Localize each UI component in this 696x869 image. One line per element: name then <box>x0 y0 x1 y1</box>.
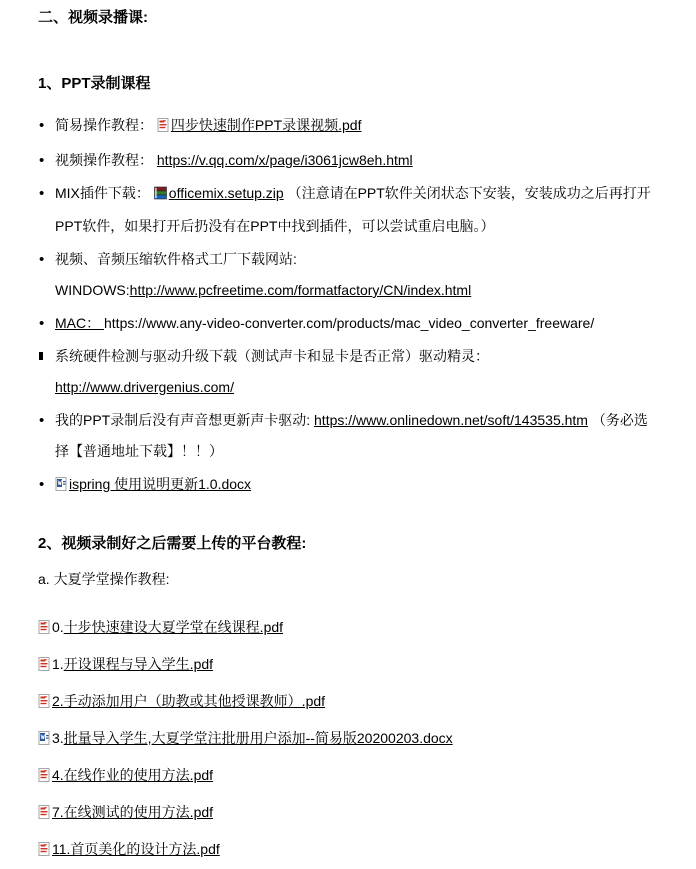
pdf-file-icon <box>38 686 50 721</box>
file-attachment-row <box>38 684 654 721</box>
pdf-file-icon <box>38 649 50 684</box>
list-item <box>55 405 654 467</box>
file-link[interactable]: 2.手动添加用户（助教或其他授课教师）.pdf <box>52 693 326 709</box>
file-link[interactable]: ispring 使用说明更新1.0.docx <box>69 476 252 492</box>
file-link[interactable]: MAC： <box>55 315 104 331</box>
pdf-file-icon <box>157 112 169 143</box>
text-run: （务必选择【普通地址下载】！！） <box>55 412 648 459</box>
file-link[interactable]: http://www.drivergenius.com/ <box>55 379 234 395</box>
list-item <box>55 244 654 306</box>
file-link[interactable]: https://v.qq.com/x/page/i3061jcw8eh.html <box>156 152 413 168</box>
section-2-heading: 2、视频录制好之后需要上传的平台教程: <box>38 535 307 552</box>
file-link[interactable]: 四步快速制作PPT录课视频.pdf <box>170 117 362 133</box>
list-item <box>55 341 654 403</box>
file-number-prefix: 3. <box>52 730 64 746</box>
file-link[interactable]: 十步快速建设大夏学堂在线课程.pdf <box>63 619 284 635</box>
list-item <box>55 110 654 143</box>
pdf-file-icon <box>38 834 50 869</box>
text-run: 系统硬件检测与驱动升级下载（测试声卡和显卡是否正常）驱动精灵： <box>55 348 489 364</box>
dot-bullet-marker <box>39 308 53 339</box>
file-attachment-row <box>38 721 654 758</box>
section-1-heading: 1、PPT录制课程 <box>38 75 151 92</box>
platform-file-list <box>38 610 654 869</box>
text-run: WINDOWS: <box>55 282 130 298</box>
file-link[interactable]: 4.在线作业的使用方法.pdf <box>52 767 214 783</box>
file-link[interactable]: 批量导入学生,大夏学堂注批册用户添加--简易版20200203.docx <box>63 730 453 746</box>
dot-bullet-marker <box>39 178 53 209</box>
file-link[interactable]: officemix.setup.zip <box>168 185 284 201</box>
word-file-icon <box>55 471 67 502</box>
page-title: 二、视频录播课: <box>38 9 148 26</box>
ppt-course-list <box>38 110 654 502</box>
dot-bullet-marker <box>39 244 53 275</box>
text-run: 视频、音频压缩软件格式工厂下载网站: <box>55 251 297 267</box>
file-attachment-row <box>38 647 654 684</box>
file-link[interactable]: 开设课程与导入学生.pdf <box>63 656 214 672</box>
text-run: 视频操作教程： <box>55 152 157 168</box>
text-run: MIX插件下载： <box>55 185 154 201</box>
file-link[interactable]: http://www.pcfreetime.com/formatfactory/CN/index.html <box>129 282 472 298</box>
zip-archive-icon <box>154 180 167 211</box>
square-bullet-marker <box>39 341 53 372</box>
file-link[interactable]: 7.在线测试的使用方法.pdf <box>52 804 214 820</box>
dot-bullet-marker <box>39 405 53 436</box>
list-item <box>55 308 654 339</box>
file-attachment-row <box>38 795 654 832</box>
file-attachment-row <box>38 758 654 795</box>
file-attachment-row <box>38 610 654 647</box>
dot-bullet-marker <box>39 145 53 176</box>
list-item <box>55 469 654 502</box>
dot-bullet-marker <box>39 110 53 141</box>
file-number-prefix: 0. <box>52 619 64 635</box>
dot-bullet-marker <box>39 469 53 500</box>
file-link[interactable]: 11.首页美化的设计方法.pdf <box>52 841 220 857</box>
file-link[interactable]: https://www.onlinedown.net/soft/143535.htm <box>314 412 588 428</box>
list-item <box>55 178 654 242</box>
plain-url-text: https://www.any-video-converter.com/products/mac_video_converter_freeware/ <box>104 315 595 331</box>
text-run: 简易操作教程： <box>55 117 157 133</box>
pdf-file-icon <box>38 760 50 795</box>
pdf-file-icon <box>38 612 50 647</box>
pdf-file-icon <box>38 797 50 832</box>
platform-subheading: a. 大夏学堂操作教程: <box>38 571 170 587</box>
word-file-icon <box>38 723 50 758</box>
file-number-prefix: 1. <box>52 656 64 672</box>
text-run: 我的PPT录制后没有声音想更新声卡驱动: <box>55 412 315 428</box>
list-item <box>55 145 654 176</box>
text-run: （注意请在PPT软件关闭状态下安装，安装成功之后再打开PPT软件，如果打开后扔没有在PPT中找到插件，可以尝试重启电脑。） <box>55 185 651 234</box>
file-attachment-row <box>38 832 654 869</box>
